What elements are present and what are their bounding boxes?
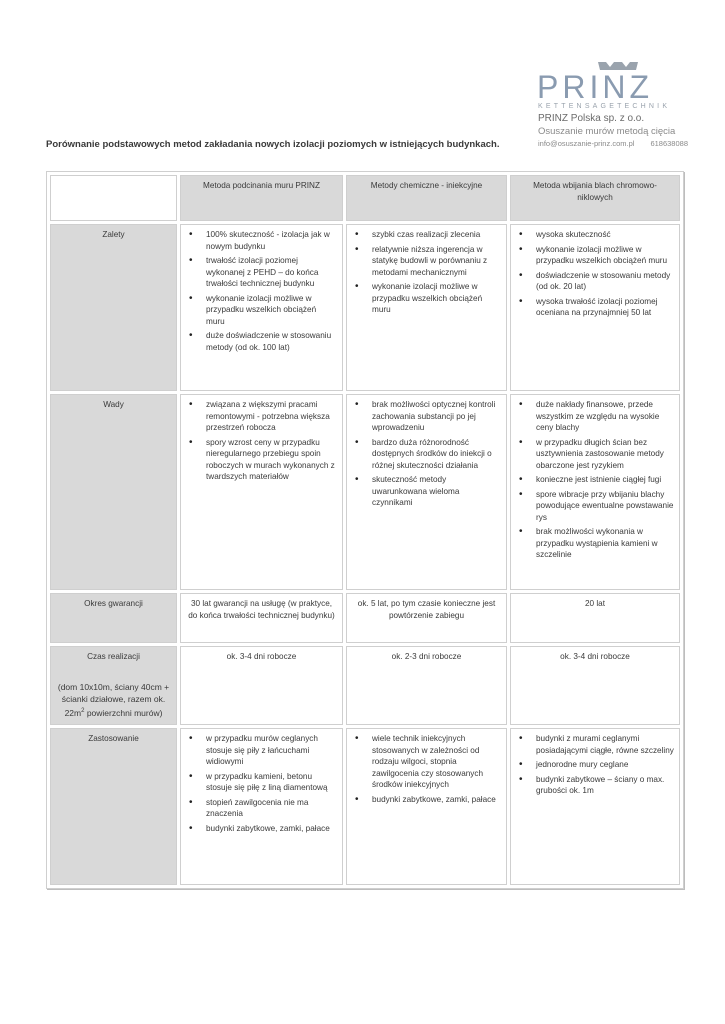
cell-zalety-steel	[510, 224, 680, 391]
list-item: • budynki zabytkowe – ściany o max. grubości ok. 1m	[516, 774, 674, 797]
cell-czas-steel: ok. 3-4 dni robocze	[510, 646, 680, 725]
row-label-czas-title: Czas realizacji	[87, 652, 140, 661]
column-header-prinz: Metoda podcinania muru PRINZ	[180, 175, 343, 221]
list-item: • wykonanie izolacji możliwe w przypadku wszelkich obciążeń muru	[186, 293, 337, 328]
row-label-wady: Wady	[50, 394, 177, 590]
column-header-chemical: Metody chemiczne - iniekcyjne	[346, 175, 507, 221]
list-item: • doświadczenie w stosowaniu metody (od ok. 20 lat)	[516, 270, 674, 293]
list-item: • brak możliwości optycznej kontroli zachowania substancji po jej wprowadzeniu	[352, 399, 501, 434]
contact-phone: 618638088	[650, 139, 688, 148]
list-item: • trwałość izolacji poziomej wykonanej z PEHD – do końca trwałości technicznej budynku	[186, 255, 337, 290]
cell-gwarancja-prinz: 30 lat gwarancji na usługę (w praktyce, do końca trwałości technicznej budynku)	[180, 593, 343, 643]
list-item: • wiele technik iniekcyjnych stosowanych w zależności od rodzaju wilgoci, stopnia zawilgocenia czy stosowanych środków iniekcyjnych	[352, 733, 501, 791]
cell-zastosowanie-chemical	[346, 728, 507, 885]
row-gwarancja	[50, 593, 680, 643]
czas-note-text-end: powierzchni murów)	[84, 707, 163, 718]
list-item: • konieczne jest istnienie ciągłej fugi	[516, 474, 674, 486]
list-item: • budynki zabytkowe, zamki, pałace	[352, 794, 501, 806]
document-title: Porównanie podstawowych metod zakładania nowych izolacji poziomych w istniejących budynkach.	[46, 139, 500, 150]
table-header-row	[50, 175, 680, 221]
row-label-zalety: Zalety	[50, 224, 177, 391]
list-item: • spory wzrost ceny w przypadku nieregularnego przebiegu spoin roboczych w murach wykonanych z twardszych materiałów	[186, 437, 337, 483]
comparison-table	[46, 171, 684, 889]
prinz-logo-graphic	[536, 58, 686, 110]
list-item: • stopień zawilgocenia nie ma znaczenia	[186, 797, 337, 820]
list-item: • relatywnie niższa ingerencja w statykę budowli w porównaniu z metodami mechanicznymi	[352, 244, 501, 279]
cell-zastosowanie-steel	[510, 728, 680, 885]
cell-gwarancja-steel: 20 lat	[510, 593, 680, 643]
row-label-zastosowanie: Zastosowanie	[50, 728, 177, 885]
czas-note-text: (dom 10x10m, ściany 40cm + ścianki działowe, razem ok. 22m	[57, 681, 170, 718]
cell-czas-prinz: ok. 3-4 dni robocze	[180, 646, 343, 725]
list-item: • duże nakłady finansowe, przede wszystkim ze względu na wysokie ceny blachy	[516, 399, 674, 434]
list-item: • brak możliwości wykonania w przypadku wystąpienia kamieni w szczelinie	[516, 526, 674, 561]
prinz-logo	[536, 58, 686, 110]
list-item: • 100% skuteczność - izolacja jak w nowym budynku	[186, 229, 337, 252]
cell-wady-steel	[510, 394, 680, 590]
logo-subtext: KETTENSAGETECHNIK	[538, 103, 671, 110]
list-item: • w przypadku murów ceglanych stosuje się piły z łańcuchami widiowymi	[186, 733, 337, 768]
header-corner-cell	[50, 175, 177, 221]
list-item: • w przypadku kamieni, betonu stosuje się piłę z liną diamentową	[186, 771, 337, 794]
cell-zastosowanie-prinz	[180, 728, 343, 885]
row-czas-realizacji	[50, 646, 680, 725]
row-label-czas	[50, 646, 177, 725]
cell-wady-chemical	[346, 394, 507, 590]
list-item: • duże doświadczenie w stosowaniu metody (od ok. 100 lat)	[186, 330, 337, 353]
contact-email[interactable]: info@osuszanie-prinz.com.pl	[538, 139, 635, 148]
list-item: • wykonanie izolacji możliwe w przypadku wszelkich obciążeń muru	[516, 244, 674, 267]
list-item: • spore wibracje przy wbijaniu blachy powodujące ewentualne powstawanie rys	[516, 489, 674, 524]
czas-note-sup: 2	[81, 707, 85, 714]
list-item: • szybki czas realizacji zlecenia	[352, 229, 501, 241]
row-zastosowanie	[50, 728, 680, 885]
list-item: • budynki zabytkowe, zamki, pałace	[186, 823, 337, 835]
list-item: • bardzo duża różnorodność dostępnych środków do iniekcji o różnej skuteczności działania	[352, 437, 501, 472]
company-name: PRINZ Polska sp. z o.o.	[538, 113, 645, 124]
list-item: • jednorodne mury ceglane	[516, 759, 674, 771]
list-item: • skuteczność metody uwarunkowana wieloma czynnikami	[352, 474, 501, 509]
cell-gwarancja-chemical: ok. 5 lat, po tym czasie konieczne jest powtórzenie zabiegu	[346, 593, 507, 643]
list-item: • wykonanie izolacji możliwe w przypadku wszelkich obciążeń muru	[352, 281, 501, 316]
cell-zalety-prinz	[180, 224, 343, 391]
list-item: • budynki z murami ceglanymi posiadającymi ciągłe, równe szczeliny	[516, 733, 674, 756]
cell-wady-prinz	[180, 394, 343, 590]
row-zalety	[50, 224, 680, 391]
list-item: • związana z większymi pracami remontowymi - potrzebna większa przestrzeń robocza	[186, 399, 337, 434]
cell-zalety-chemical	[346, 224, 507, 391]
list-item: • wysoka trwałość izolacji poziomej oceniana na przynajmniej 50 lat	[516, 296, 674, 319]
contact-line	[538, 139, 688, 148]
logo-wordmark: PRINZ	[537, 69, 653, 105]
list-item: • wysoka skuteczność	[516, 229, 674, 241]
list-item: • w przypadku długich ścian bez usztywnienia zastosowanie metody obarczone jest ryzykiem	[516, 437, 674, 472]
company-tagline: Osuszanie murów metodą cięcia	[538, 126, 676, 137]
row-label-gwarancja: Okres gwarancji	[50, 593, 177, 643]
row-label-czas-note	[56, 681, 171, 719]
column-header-steel-sheets: Metoda wbijania blach chromowo-niklowych	[510, 175, 680, 221]
row-wady	[50, 394, 680, 590]
cell-czas-chemical: ok. 2-3 dni robocze	[346, 646, 507, 725]
